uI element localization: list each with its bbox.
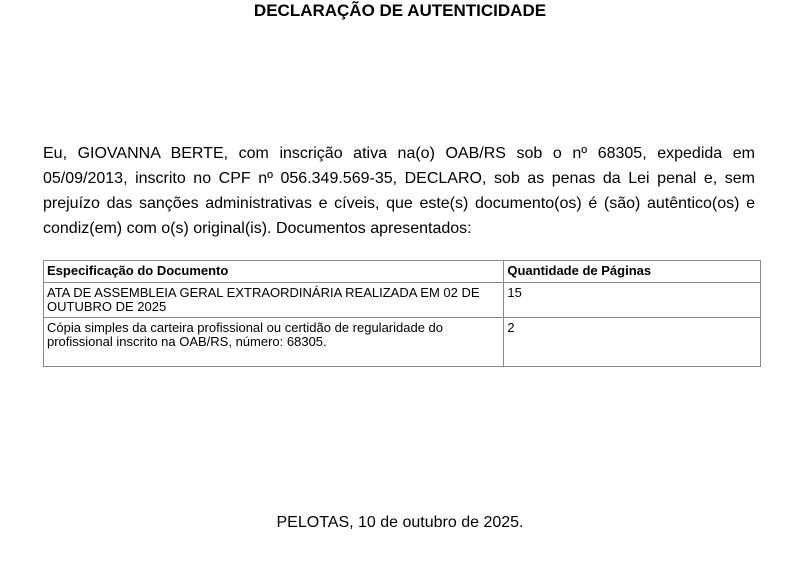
page-count-cell: 15 (504, 283, 761, 318)
documents-table (43, 260, 761, 367)
place-and-date: PELOTAS, 10 de outubro de 2025. (276, 514, 524, 531)
table-row (44, 318, 761, 367)
table-row (44, 283, 761, 318)
document-spec-cell: ATA DE ASSEMBLEIA GERAL EXTRAORDINÁRIA REALIZADA EM 02 DE OUTUBRO DE 2025 (44, 283, 504, 318)
page-count-cell: 2 (504, 318, 761, 367)
table-header-row (44, 261, 761, 283)
header-page-count: Quantidade de Páginas (504, 261, 761, 283)
document-spec-cell: Cópia simples da carteira profissional ou certidão de regularidade do profissional inscrito na OAB/RS, número: 68305. (44, 318, 504, 367)
document-title: DECLARAÇÃO DE AUTENTICIDADE (253, 1, 547, 20)
declaration-paragraph: Eu, GIOVANNA BERTE, com inscrição ativa na(o) OAB/RS sob o nº 68305, expedida em 05/09/2013, inscrito no CPF nº 056.349.569-35, DECLARO, sob as penas da Lei penal e, sem prejuízo das sanções administrativas e cíveis, que este(s) documento(os) é (são) autêntico(os) e condiz(em) com o(s) original(is). Documentos apresentados: (43, 145, 755, 237)
header-document-spec: Especificação do Documento (44, 261, 504, 283)
